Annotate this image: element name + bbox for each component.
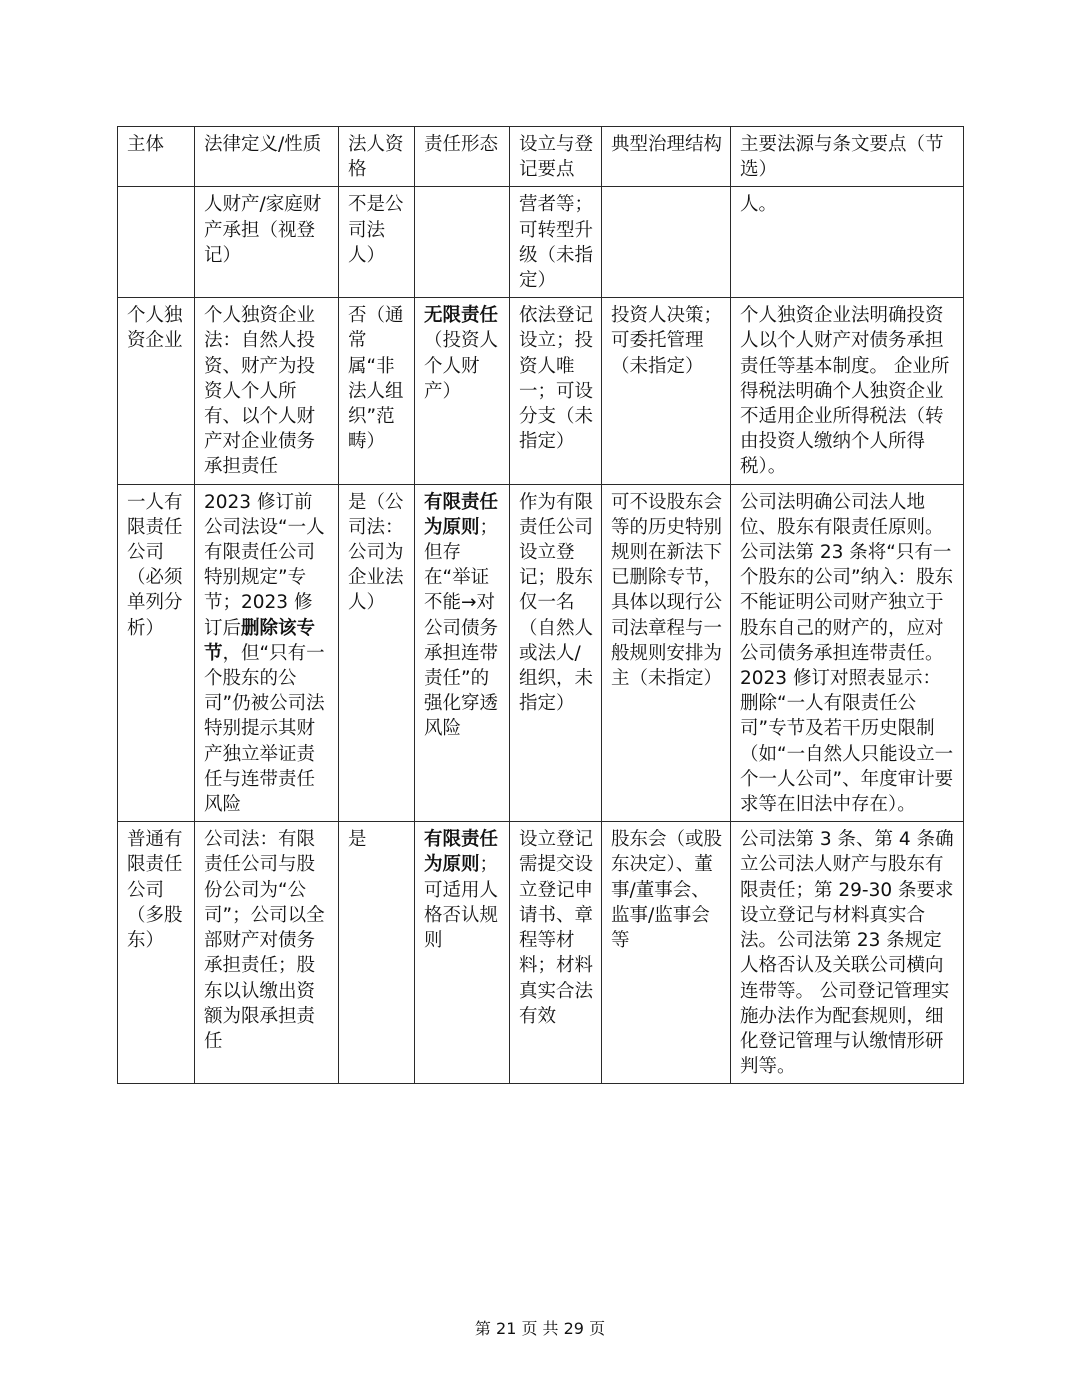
table-row bbox=[118, 822, 964, 1084]
table-cell: 一人有限责任公司（必须单列分析） bbox=[118, 484, 195, 822]
cell-text: ；可适用人格否认规则 bbox=[424, 854, 499, 952]
legal-entity-comparison-table bbox=[117, 126, 964, 1084]
table-cell: 不是公司法人） bbox=[339, 187, 415, 298]
table-cell: 个人独资企业法：自然人投资、财产为投资人个人所有、以个人财产对企业债务承担责任 bbox=[195, 298, 339, 484]
table-cell: 股东会（或股东决定）、董事/董事会、监事/监事会等 bbox=[602, 822, 731, 1084]
bold-text: 无限责任 bbox=[424, 305, 499, 327]
page-number-footer: 第 21 页 共 29 页 bbox=[474, 1319, 606, 1338]
table-cell: 设立登记需提交设立登记申请书、章程等材料；材料真实合法有效 bbox=[510, 822, 602, 1084]
header-cell-sources: 主要法源与条文要点（节选） bbox=[731, 127, 964, 187]
table-row bbox=[118, 484, 964, 822]
bold-text: 有限责任为原则 bbox=[424, 491, 499, 538]
cell-text: ，但“只有一个股东的公司”仍被公司法特别提示其财产独立举证责任与连带责任风险 bbox=[204, 642, 325, 816]
table-cell: 公司法明确公司法人地位、股东有限责任原则。 公司法第 23 条将“只有一个股东的公司”纳入：股东不能证明公司财产独立于股东自己的财产的，应对公司债务承担连带责任。 2023 修订对照表显示：删除“一人有限责任公司”专节及若干历史限制（如“一自然人只能设立一个一人公司”、年度审计要求等在旧法中存在）。 bbox=[731, 484, 964, 822]
table-cell bbox=[415, 484, 510, 822]
header-cell-governance: 典型治理结构 bbox=[602, 127, 731, 187]
table-cell: 投资人决策；可委托管理（未指定） bbox=[602, 298, 731, 484]
table-cell: 可不设股东会等的历史特别规则在新法下已删除专节，具体以现行公司法章程与一般规则安排为主（未指定） bbox=[602, 484, 731, 822]
table-cell bbox=[415, 822, 510, 1084]
table-cell: 人财产/家庭财产承担（视登记） bbox=[195, 187, 339, 298]
table-cell: 公司法第 3 条、第 4 条确立公司法人财产与股东有限责任；第 29-30 条要求设立登记与材料真实合法。公司法第 23 条规定人格否认及关联公司横向连带等。 公司登记管理实施办法作为配套规则，细化登记管理与认缴情形研判等。 bbox=[731, 822, 964, 1084]
table-cell: 是 bbox=[339, 822, 415, 1084]
table-cell: 普通有限责任公司（多股东） bbox=[118, 822, 195, 1084]
cell-text: ；但存在“举证不能→对公司债务承担连带责任”的强化穿透风险 bbox=[424, 516, 499, 740]
table-row bbox=[118, 187, 964, 298]
table-cell: 人。 bbox=[731, 187, 964, 298]
table-cell: 个人独资企业法明确投资人以个人财产对债务承担责任等基本制度。 企业所得税法明确个人独资企业不适用企业所得税法（转由投资人缴纳个人所得税）。 bbox=[731, 298, 964, 484]
table-cell: 作为有限责任公司设立登记；股东仅一名（自然人或法人/组织，未指定） bbox=[510, 484, 602, 822]
table-cell bbox=[195, 484, 339, 822]
table-cell bbox=[415, 298, 510, 484]
header-cell-registration: 设立与登记要点 bbox=[510, 127, 602, 187]
table-header-row bbox=[118, 127, 964, 187]
table-cell bbox=[415, 187, 510, 298]
cell-text: （投资人个人财产） bbox=[424, 330, 499, 402]
header-cell-legal-person: 法人资格 bbox=[339, 127, 415, 187]
table-cell: 营者等；可转型升级（未指定） bbox=[510, 187, 602, 298]
table-cell: 公司法：有限责任公司与股份公司为“公司”；公司以全部财产对债务承担责任；股东以认缴出资额为限承担责任 bbox=[195, 822, 339, 1084]
table-cell: 依法登记设立；投资人唯一；可设分支（未指定） bbox=[510, 298, 602, 484]
table-row bbox=[118, 298, 964, 484]
table-cell bbox=[602, 187, 731, 298]
bold-text: 删除该专节 bbox=[204, 617, 316, 664]
bold-text: 有限责任为原则 bbox=[424, 829, 499, 876]
header-cell-subject: 主体 bbox=[118, 127, 195, 187]
cell-text: 2023 修订前公司法设“一人有限责任公司特别规定”专节；2023 修订后 bbox=[204, 491, 325, 639]
table-cell bbox=[118, 187, 195, 298]
table-cell: 是（公司法：公司为企业法人） bbox=[339, 484, 415, 822]
table-cell: 个人独资企业 bbox=[118, 298, 195, 484]
table-cell: 否（通常属“非法人组织”范畴） bbox=[339, 298, 415, 484]
header-cell-definition: 法律定义/性质 bbox=[195, 127, 339, 187]
header-cell-liability: 责任形态 bbox=[415, 127, 510, 187]
